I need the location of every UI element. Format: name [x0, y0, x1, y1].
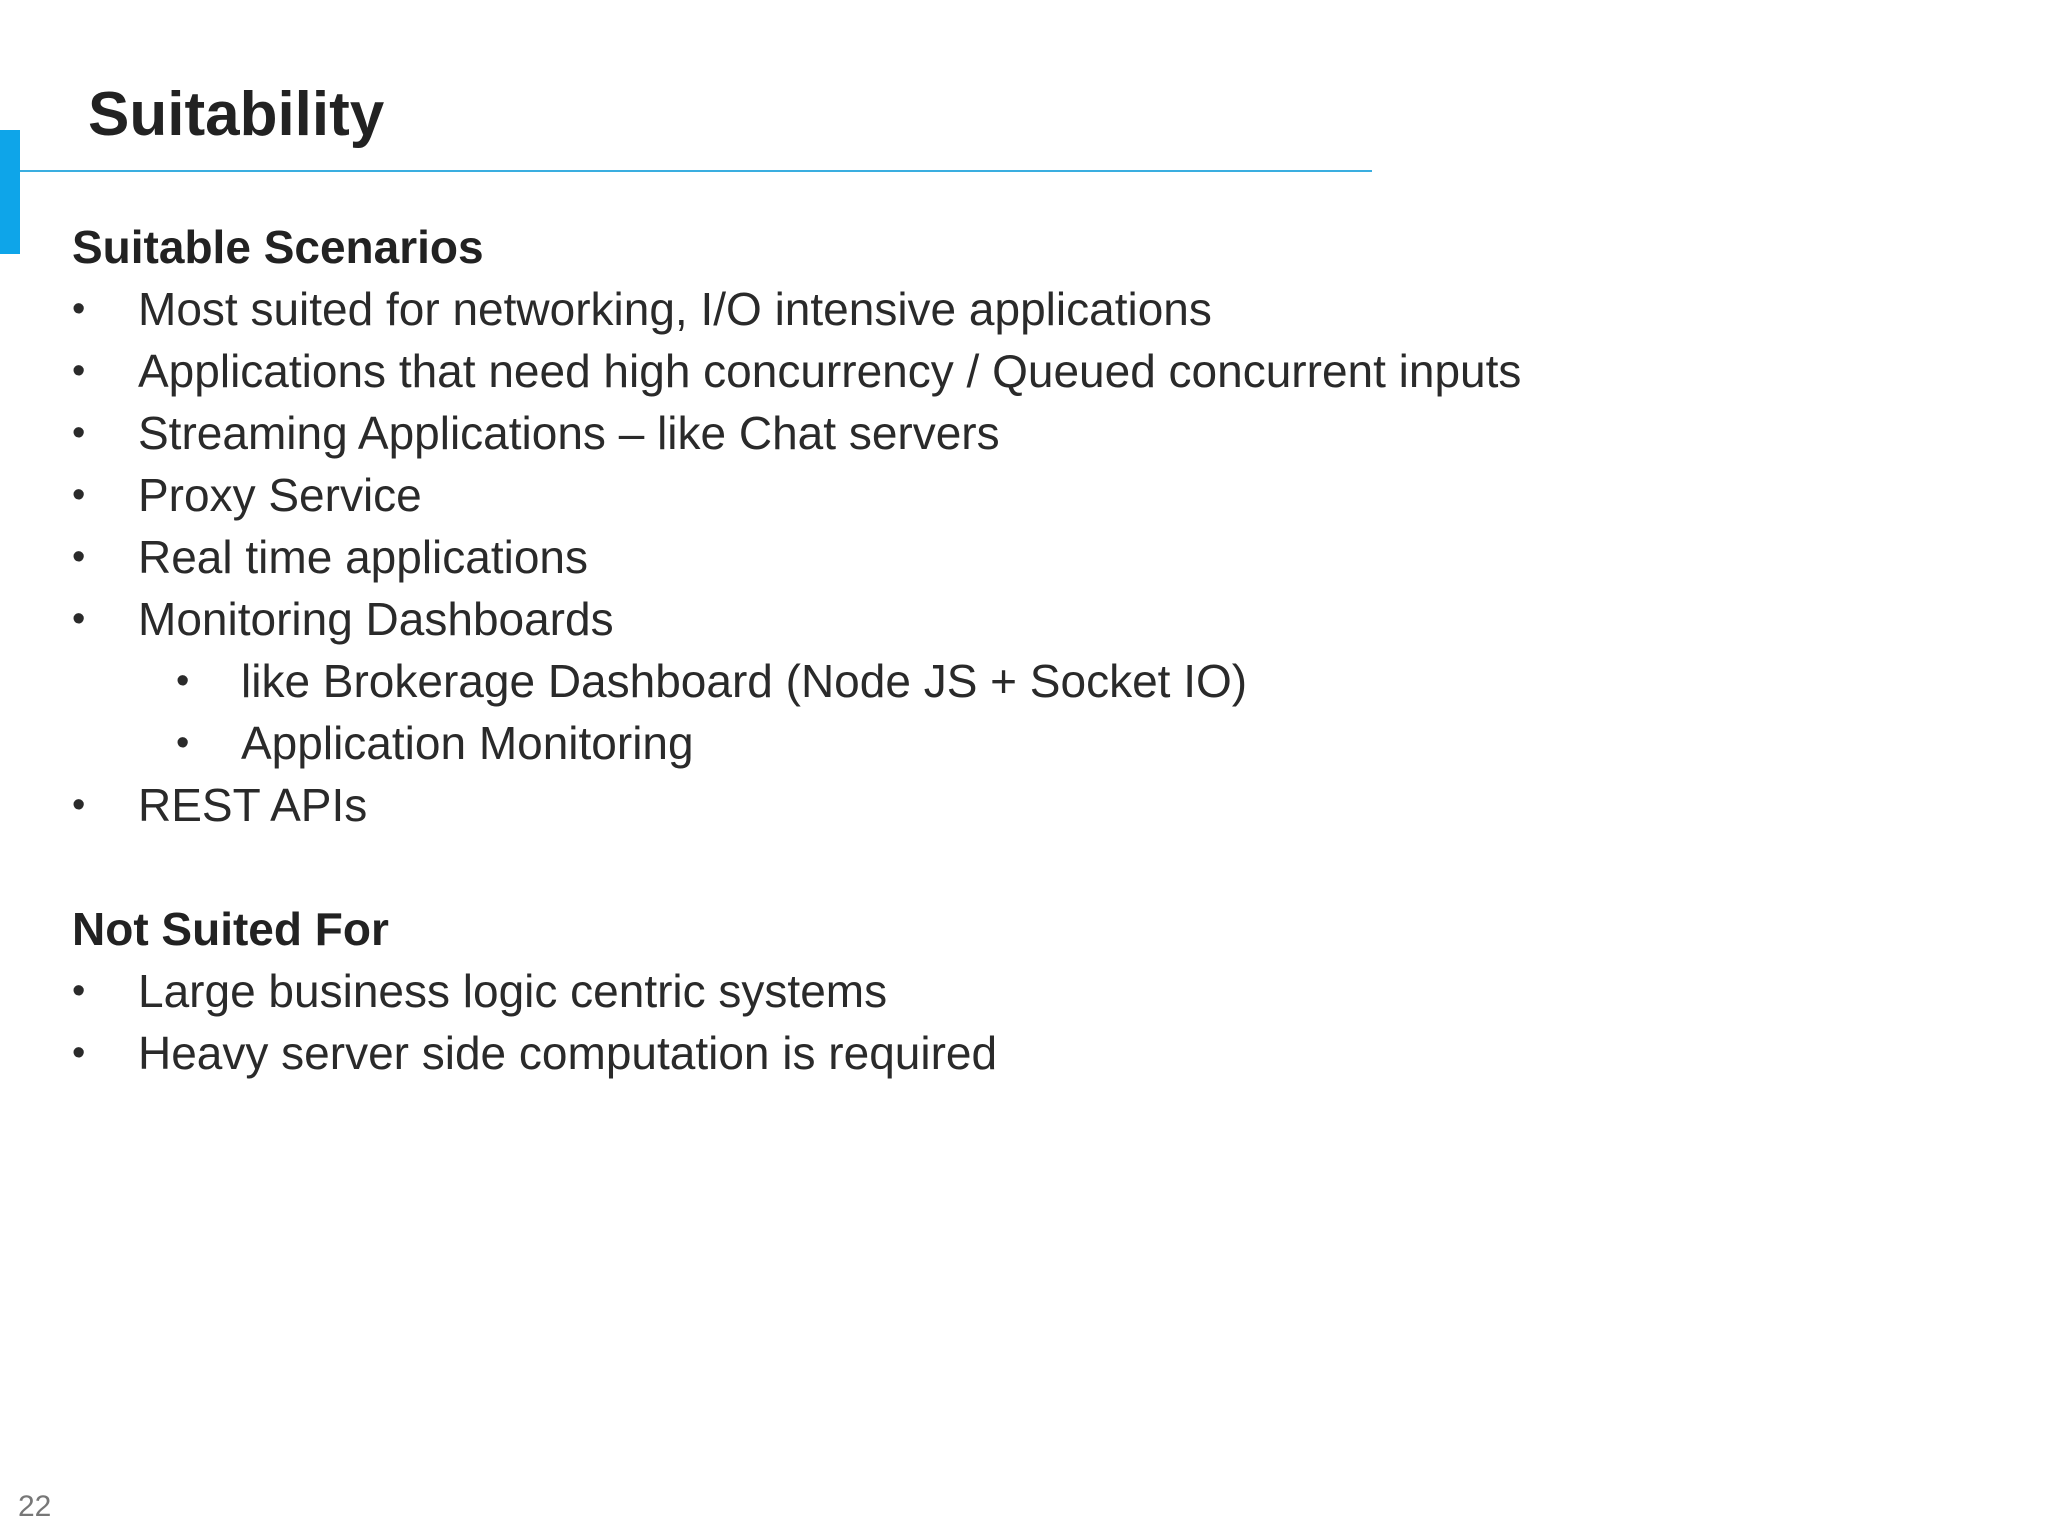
- not-suited-heading: Not Suited For: [72, 903, 389, 955]
- bullet-icon: •: [72, 1032, 86, 1074]
- bullet-icon: •: [72, 970, 86, 1012]
- list-item-text: like Brokerage Dashboard (Node JS + Socket IO): [241, 655, 1248, 707]
- list-item-text: Proxy Service: [138, 469, 422, 521]
- sub-list-item: [72, 650, 1972, 712]
- list-item: [72, 340, 1972, 402]
- list-item: [72, 588, 1972, 650]
- page-number: 22: [18, 1490, 52, 1523]
- list-item-text: Applications that need high concurrency / Queued concurrent inputs: [138, 345, 1522, 397]
- list-item: [72, 278, 1972, 340]
- list-item-text: Streaming Applications – like Chat servers: [138, 407, 1000, 459]
- sub-list-item: [72, 712, 1972, 774]
- list-item-text: Large business logic centric systems: [138, 965, 888, 1017]
- bullet-icon: •: [72, 598, 86, 640]
- bullet-icon: •: [72, 536, 86, 578]
- bullet-icon: •: [176, 660, 190, 702]
- bullet-icon: •: [176, 722, 190, 764]
- list-item-text: REST APIs: [138, 779, 368, 831]
- list-item: [72, 526, 1972, 588]
- list-item-text: Heavy server side computation is required: [138, 1027, 998, 1079]
- bullet-icon: •: [72, 412, 86, 454]
- bullet-icon: •: [72, 784, 86, 826]
- list-item: [72, 960, 1972, 1022]
- list-item: [72, 464, 1972, 526]
- suitable-scenarios-heading: Suitable Scenarios: [72, 221, 484, 273]
- title-underline: [20, 170, 1372, 172]
- list-item-text: Application Monitoring: [241, 717, 694, 769]
- bullet-icon: •: [72, 350, 86, 392]
- slide-title: Suitability: [88, 80, 385, 149]
- list-item-text: Most suited for networking, I/O intensive applications: [138, 283, 1212, 335]
- accent-bar: [0, 130, 20, 254]
- list-item: [72, 1022, 1972, 1084]
- bullet-icon: •: [72, 474, 86, 516]
- list-item-text: Monitoring Dashboards: [138, 593, 614, 645]
- list-item: [72, 774, 1972, 836]
- section-spacer: [72, 836, 1972, 898]
- list-item: [72, 402, 1972, 464]
- bullet-icon: •: [72, 288, 86, 330]
- slide-content: [72, 216, 1972, 1084]
- list-item-text: Real time applications: [138, 531, 589, 583]
